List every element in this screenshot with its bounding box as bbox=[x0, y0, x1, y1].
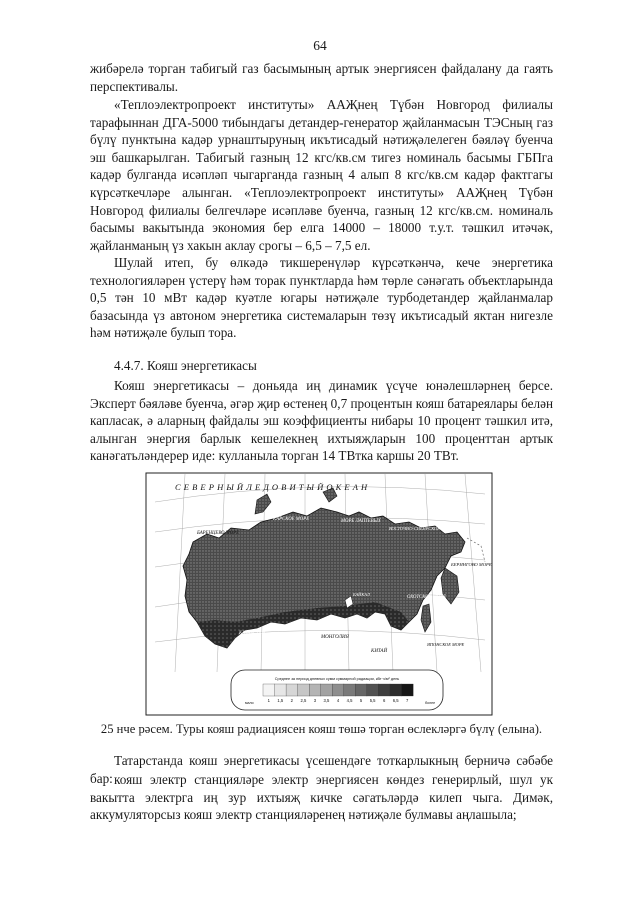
label-laptev: МОРЕ ЛАПТЕВЫХ bbox=[341, 519, 381, 524]
legend-value: 2 bbox=[290, 698, 294, 703]
legend-swatch bbox=[367, 684, 379, 696]
legend-swatch bbox=[263, 684, 275, 696]
legend-swatch bbox=[344, 684, 356, 696]
section-title: 4.4.7. Кояш энергетикасы bbox=[114, 358, 257, 373]
legend-value: 6,5 bbox=[392, 698, 399, 703]
legend-left-label: мало bbox=[245, 701, 254, 705]
paragraph-solar-intro: Кояш энергетикасы – доньяда иң динамик үсүче юнәлешләрнең берсе. Эксперт бәяләве буенча, әгәр җир өстенең 0,7 процентын кояш батареялары белән капласак, ә аларның файдалы эш коэффициенты нибары 10 процент тәшкил итә, алынган энергия барлык кешелекнең ихтыяҗларын 100 проценттан артык канәгатьләндерер иде: кулланыла торган 14 ТВтка каршы 20 ТВт. bbox=[90, 378, 553, 464]
legend-swatch bbox=[286, 684, 298, 696]
paragraph-detander-study: «Теплоэлектропроект институты» ААҖнең Түбән Новгород филиалы тарафыннан ДГА-5000 тибындагы детандер-генератор җайланмасын ТЭСның газ бүлү пунктына кадәр урнаштыруның икътисадый нәтиҗәлелеген бәяләү буенча эш башкарылган. Табигый газның 12 кгс/кв.см тигез номиналь басымы ГБПга кадәр булганда исәпләп чыгарганда газның 4 алып 8 кгс/кв.см кадәр фактгагы күрсәткечләре алынган. «Теплоэлектропроект институты» ААҖнең Түбән Новгород филиалы белгечләре исәпләве буенча, газның 12 кгс/кв.см. номиналь басымы вакытында экономия бер елга 14000 – 18000 т.у.т. тәшкил итәчәк, җайланманың үз хакын аклау срогы – 6,5 – 7,5 ел. bbox=[90, 97, 553, 253]
legend-value: 3,5 bbox=[323, 698, 330, 703]
label-barents: БАРЕНЦЕВО МОРЕ bbox=[197, 531, 240, 536]
paragraph-daytime-generation: кояш электр станцияләре электр энергиясен көндез генерирлый, шул ук вакытта электрга иң зур ихтыяҗ кичке сәгатьләрдә килеп чыга. Димәк, аккумуляторсыз кояш электр станцияләренең нәтиҗәле булмавы аңлашыла; bbox=[90, 772, 553, 823]
legend-swatch bbox=[321, 684, 333, 696]
legend-swatch bbox=[275, 684, 287, 696]
solar-radiation-map bbox=[145, 472, 493, 716]
label-kazakhstan: КАЗАХСТАН bbox=[239, 631, 266, 636]
legend-value: 3 bbox=[313, 698, 317, 703]
legend-swatch bbox=[401, 684, 413, 696]
legend-title: Среднее за период дневных сумм суммарной радиации, кВт·ч/м² день bbox=[274, 677, 400, 681]
paragraph-tatarstan-reasons: Татарстанда кояш энергетикасы үсешендәге тоткарлыкның берничә сәбәбе бар: bbox=[90, 753, 553, 786]
legend-swatch bbox=[298, 684, 310, 696]
legend-value: 4 bbox=[336, 698, 340, 703]
page-number: 64 bbox=[313, 38, 327, 53]
label-mongolia: МОНГОЛИЯ bbox=[321, 635, 349, 640]
paragraph-gas-pressure: жибәрелә торган табигый газ басымының артык энергиясен файдалану да гаять перспективалы. bbox=[90, 61, 553, 94]
label-japan-sea: ЯПОНСКОЕ МОРЕ bbox=[427, 642, 465, 647]
label-okhotsk: ОХОТСКОЕ МОРЕ bbox=[407, 595, 447, 600]
label-kara: КАРСКОЕ МОРЕ bbox=[273, 517, 310, 522]
legend-value: 7 bbox=[406, 698, 409, 703]
legend-value: 5,5 bbox=[369, 698, 376, 703]
paragraph-conclusion: Шулай итеп, бу өлкәдә тикшеренүләр күрсәткәнчә, кече энергетика технологияләрен үстерү һәм торак пунктларда һәм төрле сәнәгать объектларында 0,5 тән 10 мВт кадәр куәтле югары нәтиҗәле турбодетандер җайланмалар базасында үз автоном энергетика системаларын төзү икътисадый яктан нигезле һәм нәтиҗәле булып тора. bbox=[90, 255, 553, 341]
legend-swatch bbox=[390, 684, 402, 696]
label-china: КИТАЙ bbox=[371, 649, 388, 654]
legend-right-label: более bbox=[425, 701, 436, 705]
legend-value: 2,5 bbox=[300, 698, 307, 703]
map-legend bbox=[231, 670, 443, 710]
label-bering: БЕРИНГОВО МОРЕ bbox=[451, 562, 492, 567]
legend-swatch bbox=[309, 684, 321, 696]
label-east-siberian: ВОСТОЧНО-СИБИРСКОЕ МОРЕ bbox=[389, 526, 454, 531]
legend-value: 5 bbox=[359, 698, 363, 703]
legend-value: 1 bbox=[267, 698, 270, 703]
legend-value: 4,5 bbox=[346, 698, 353, 703]
figure-caption: 25 нче рәсем. Туры кояш радиациясен кояш төшә торган өслекләргә бүлү (елына). bbox=[100, 722, 543, 736]
legend-swatch bbox=[378, 684, 390, 696]
legend-swatch bbox=[332, 684, 344, 696]
legend-value: 6 bbox=[382, 698, 386, 703]
label-baikal: БАЙКАЛ bbox=[353, 592, 370, 597]
legend-value: 1,5 bbox=[277, 698, 284, 703]
legend-swatch bbox=[355, 684, 367, 696]
ocean-title: С Е В Е Р Н Ы Й Л Е Д О В И Т Ы Й О К Е А Н bbox=[175, 482, 368, 492]
